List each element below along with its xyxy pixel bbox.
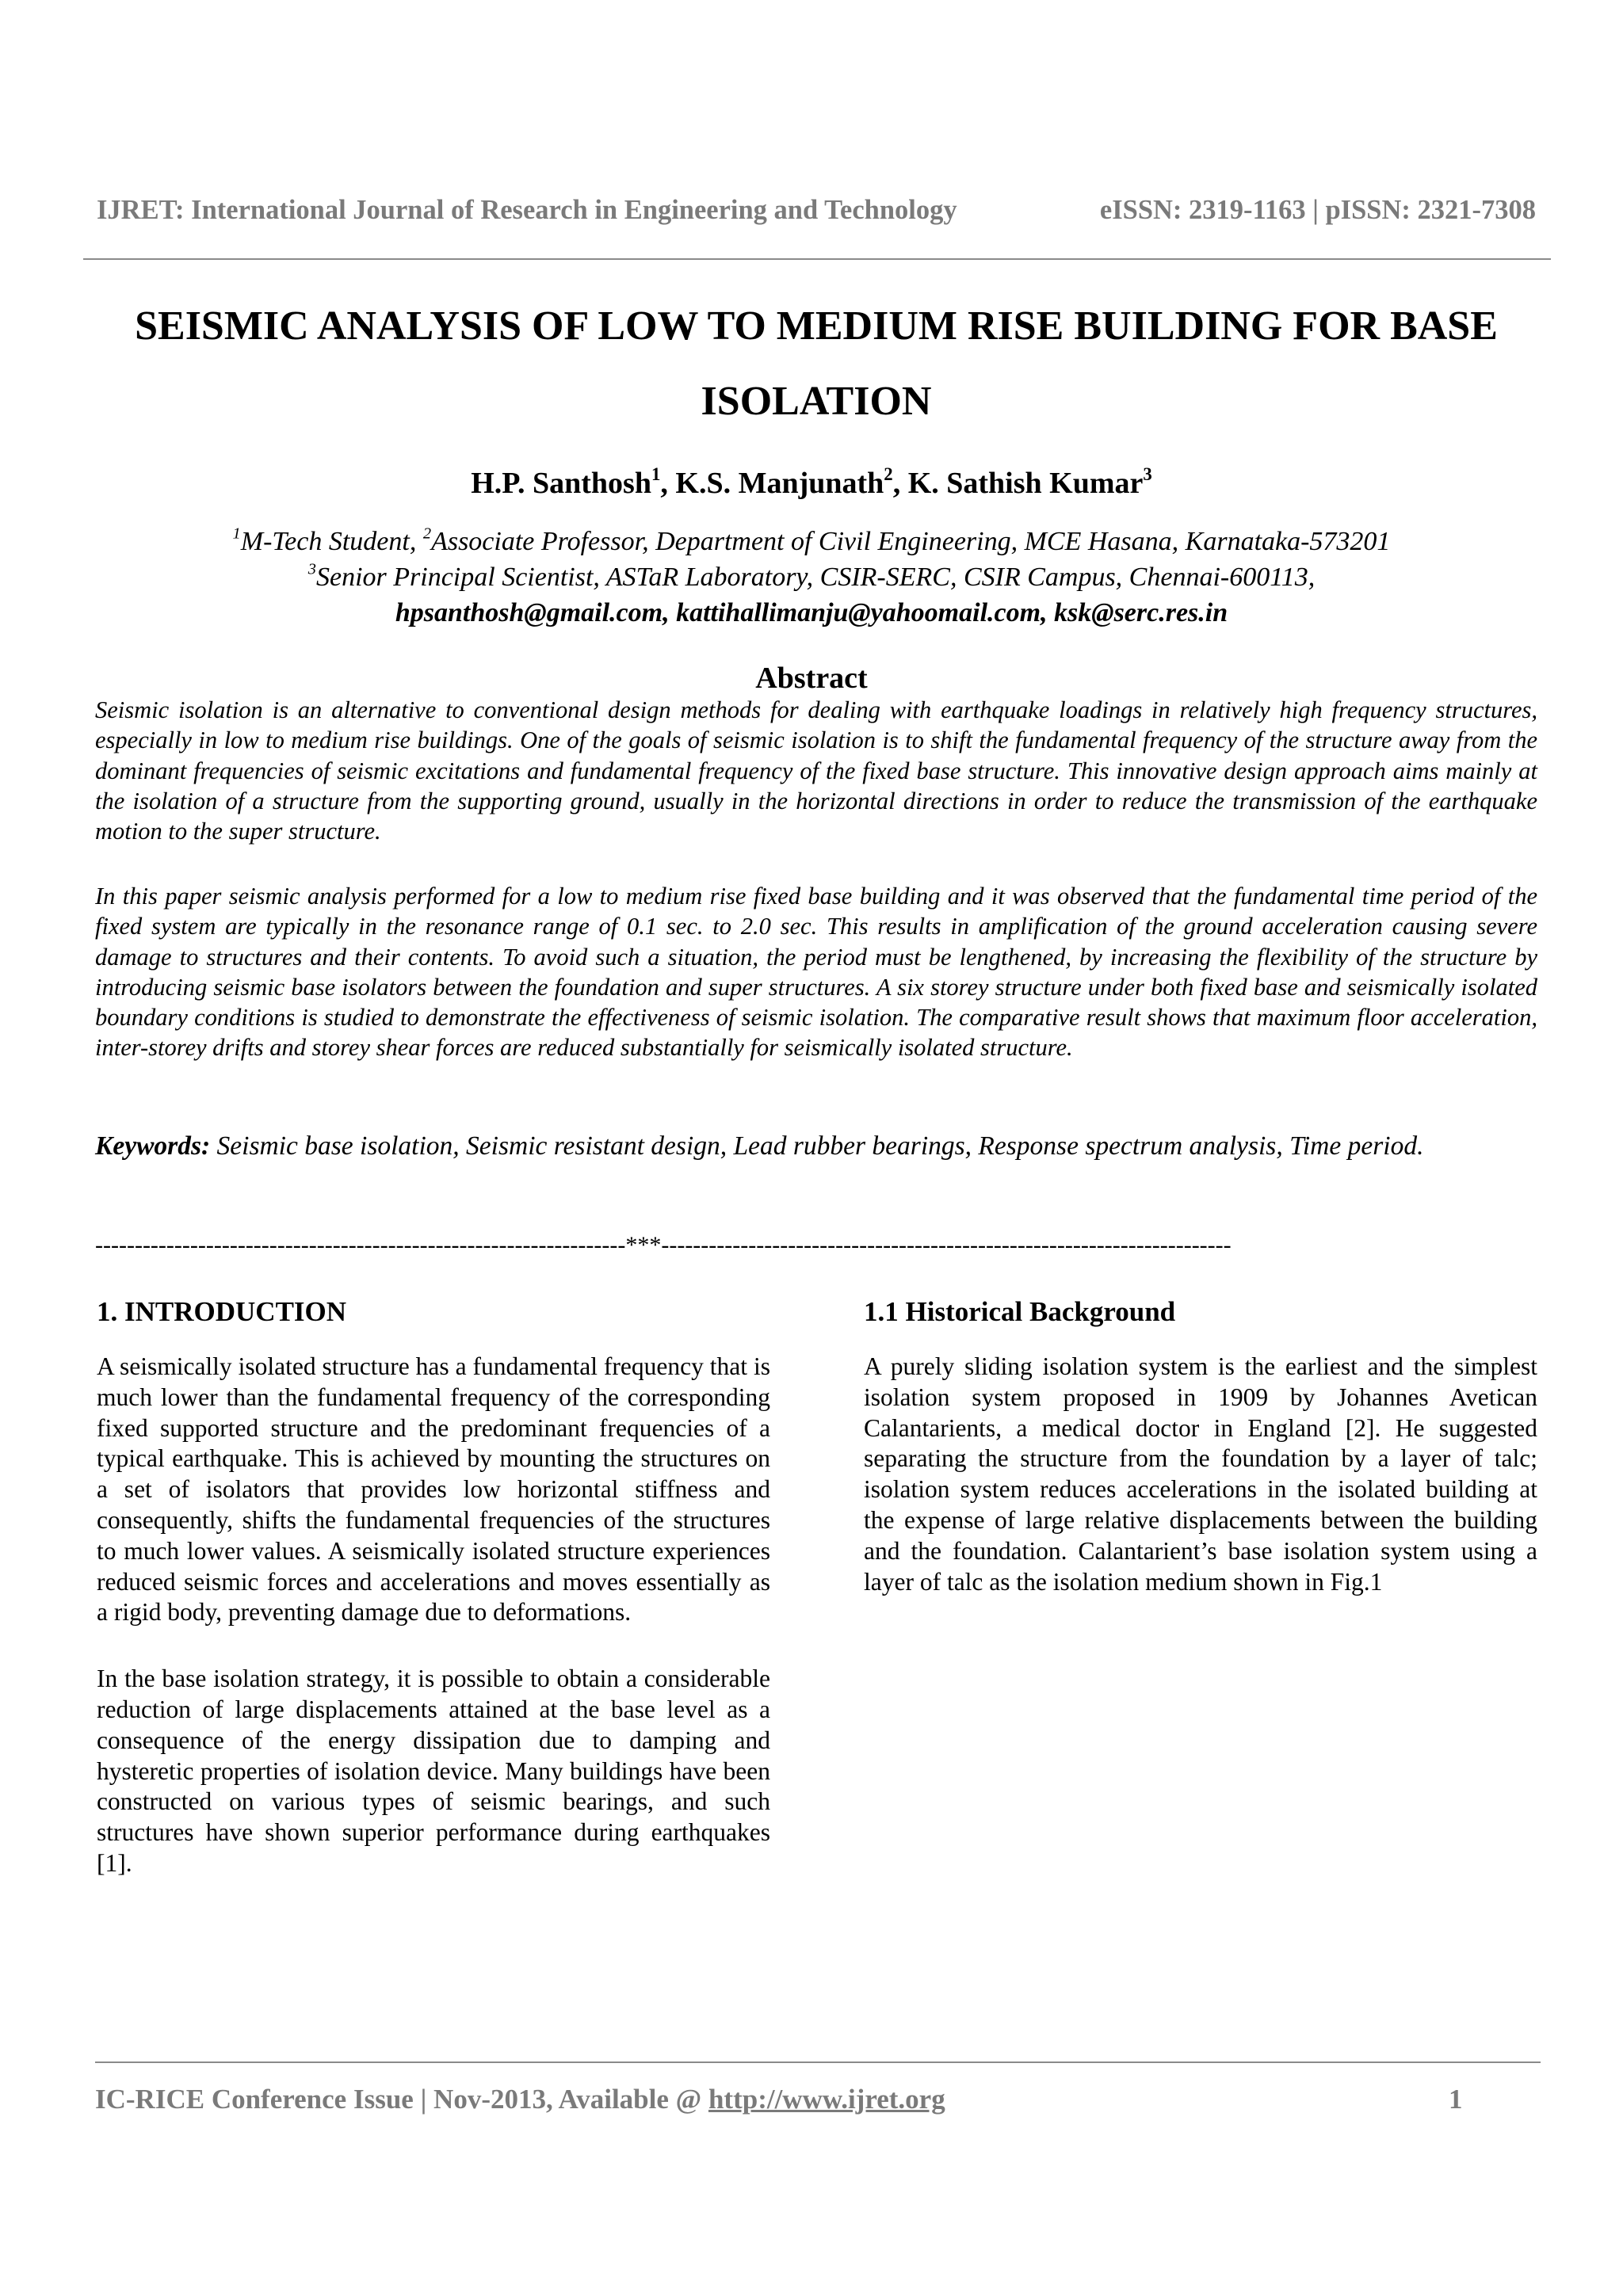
section-separator: -------------------------------------------------------------------***------------------------------------------------------------------------: [95, 1232, 1232, 1258]
affiliation-text: Associate Professor, Department of Civil Engineering, MCE Hasana, Karnataka-573201: [431, 527, 1391, 556]
author-affiliation-mark: 3: [1143, 464, 1152, 485]
keywords-text: Seismic base isolation, Seismic resistant design, Lead rubber bearings, Response spectrum analysis, Time period.: [210, 1131, 1424, 1161]
running-header: [97, 195, 1536, 226]
author-separator: ,: [892, 467, 908, 500]
footer-divider: [95, 2061, 1541, 2063]
abstract-paragraph: In this paper seismic analysis performed for a low to medium rise fixed base building and it was observed that the fundamental time period of the fixed system are typically in the resonance range of 0.1 sec. to 2.0 sec. This results in amplification of the ground acceleration causing severe damage to structures and their contents. To avoid such a situation, the period must be lengthened, by increasing the flexibility of the structure by introducing seismic base isolators between the foundation and super structures. A six storey structure under both fixed base and seismically isolated boundary conditions is studied to demonstrate the effectiveness of seismic isolation. The comparative result shows that maximum floor acceleration, inter-storey drifts and storey shear forces are reduced substantially for seismically isolated structure.: [95, 883, 1537, 1062]
author-affiliation-mark: 1: [651, 464, 661, 485]
affiliation-text: Senior Principal Scientist, ASTaR Laboratory, CSIR-SERC, CSIR Campus, Chennai-600113,: [316, 563, 1316, 592]
author-affiliation-mark: 2: [884, 464, 893, 485]
issn-info: eISSN: 2319-1163 | pISSN: 2321-7308: [1099, 195, 1536, 225]
body-paragraph: A seismically isolated structure has a fundamental frequency that is much lower than the fundamental frequency of the corresponding fixed supported structure and the predominant frequencies of a typical earthquake. This is achieved by mounting the structures on a set of isolators that provides low horizontal stiffness and consequently, shifts the fundamental frequencies of the structures to much lower values. A seismically isolated structure experiences reduced seismic forces and accelerations and moves essentially as a rigid body, preventing damage due to deformations.: [97, 1352, 770, 1627]
page-number: 1: [1449, 2084, 1463, 2115]
header-divider: [83, 258, 1551, 260]
affiliation-mark: 2: [422, 524, 432, 543]
journal-link[interactable]: http://www.ijret.org: [708, 2084, 945, 2115]
author-name: K. Sathish Kumar: [907, 467, 1144, 500]
affiliation-line: [0, 524, 1623, 557]
affiliation-line: [0, 560, 1623, 593]
section-heading: 1.1 Historical Background: [864, 1296, 1176, 1327]
author-line: [0, 466, 1623, 501]
affiliation-mark: 1: [232, 524, 241, 543]
section-heading: 1. INTRODUCTION: [97, 1296, 347, 1327]
body-paragraph: In the base isolation strategy, it is possible to obtain a considerable reduction of large displacements attained at the base level as a consequence of the energy dissipation due to damping and hysteretic properties of isolation device. Many buildings have been constructed on various types of seismic bearings, and such structures have shown superior performance during earthquakes [1].: [97, 1665, 770, 1877]
author-name: K.S. Manjunath: [675, 467, 884, 500]
author-emails: hpsanthosh@gmail.com, kattihallimanju@yahoomail.com, ksk@serc.res.in: [395, 598, 1228, 627]
author-name: H.P. Santhosh: [471, 467, 651, 500]
journal-name: IJRET: International Journal of Research in Engineering and Technology: [97, 195, 957, 225]
author-separator: ,: [660, 467, 676, 500]
paper-title: SEISMIC ANALYSIS OF LOW TO MEDIUM RISE BUILDING FOR BASE ISOLATION: [135, 303, 1498, 424]
footer-text: IC-RICE Conference Issue | Nov-2013, Available @: [95, 2084, 708, 2115]
affiliation-mark: 3: [307, 560, 316, 578]
page-footer: [95, 2084, 1474, 2115]
body-paragraph: A purely sliding isolation system is the earliest and the simplest isolation system proposed in 1909 by Johannes Avetican Calantarients, a medical doctor in England [2]. He suggested separating the structure from the foundation by a layer of talc; isolation system reduces accelerations in the isolated building at the expense of large relative displacements between the building and the foundation. Calantarient’s base isolation system using a layer of talc as the isolation medium shown in Fig.1: [864, 1352, 1537, 1596]
left-column: [97, 1296, 770, 1879]
affiliation-text: M-Tech Student,: [240, 527, 423, 556]
keywords-label: Keywords:: [95, 1131, 211, 1161]
right-column: [864, 1296, 1537, 1597]
keywords: [95, 1122, 1537, 1171]
abstract-paragraph: Seismic isolation is an alternative to conventional design methods for dealing with earthquake loadings in relatively high frequency structures, especially in low to medium rise buildings. One of the goals of seismic isolation is to shift the fundamental frequency of the structure away from the dominant frequencies of seismic excitations and fundamental frequency of the fixed base structure. This innovative design approach aims mainly at the isolation of a structure from the supporting ground, usually in the horizontal directions in order to reduce the transmission of the earthquake motion to the super structure.: [95, 696, 1537, 845]
abstract-heading: Abstract: [755, 662, 868, 695]
